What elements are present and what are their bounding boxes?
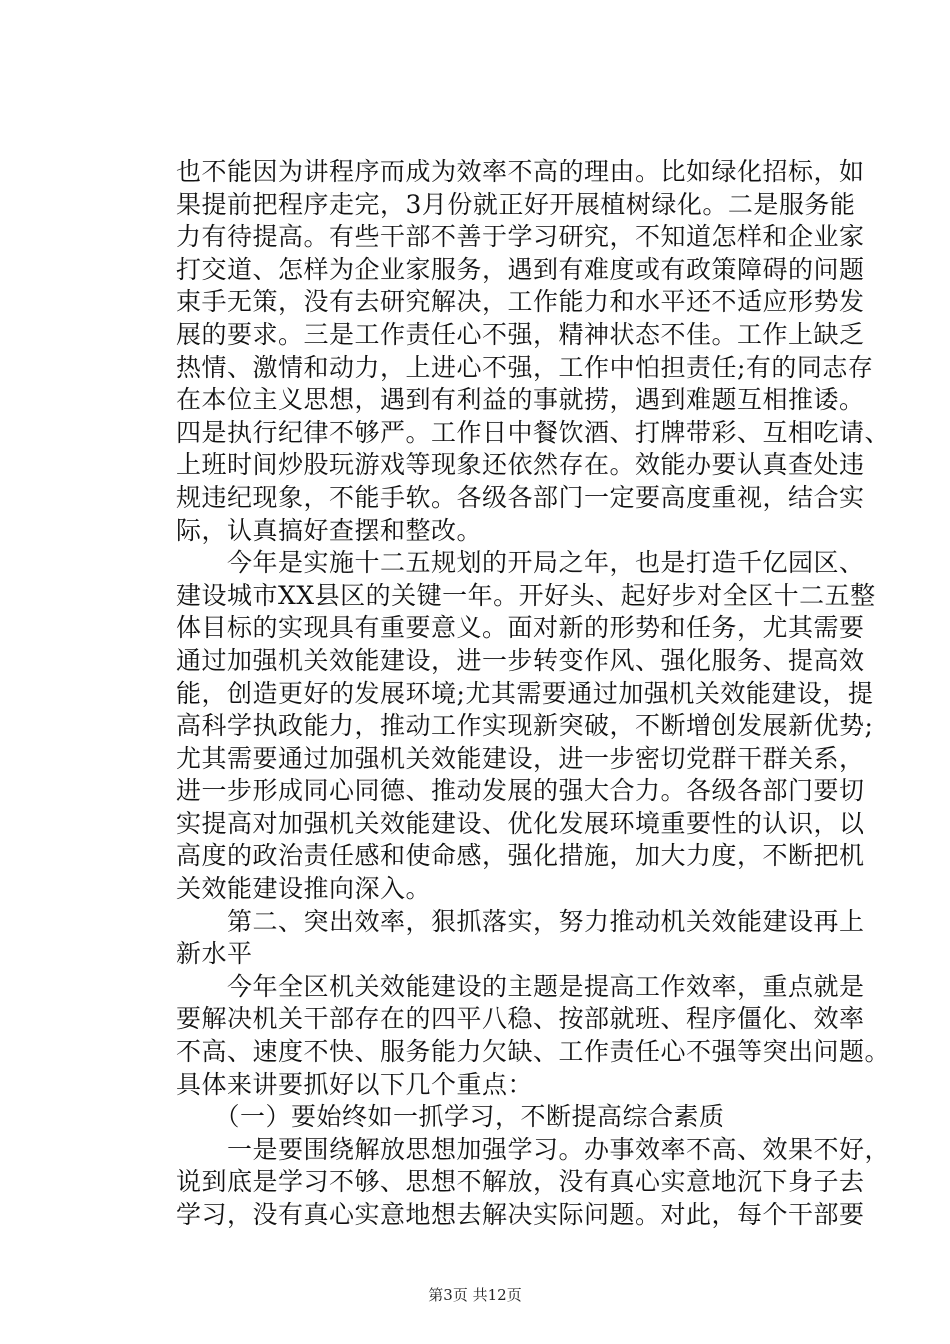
text-line: 关效能建设推向深入。 <box>176 874 432 904</box>
text-line: 通过加强机关效能建设，进一步转变作风、强化服务、提高效 <box>176 645 865 675</box>
section-heading-continued: 新水平 <box>176 939 253 969</box>
document-body <box>176 156 891 1232</box>
text-line: 规违纪现象，不能手软。各级各部门一定要高度重视，结合实 <box>176 482 865 512</box>
text-line: 高科学执政能力，推动工作实现新突破，不断增创发展新优势; <box>176 711 874 741</box>
text-line: 在本位主义思想，遇到有利益的事就捞，遇到难题互相推诿。 <box>176 385 865 415</box>
text-line: 四是执行纪律不够严。工作日中餐饮酒、打牌带彩、互相吃请、 <box>176 417 891 447</box>
text-line: 不高、速度不快、服务能力欠缺、工作责任心不强等突出问题。 <box>176 1037 891 1067</box>
subsection-heading: （一）要始终如一抓学习，不断提高综合素质 <box>176 1102 725 1132</box>
text-line: 具体来讲要抓好以下几个重点： <box>176 1069 534 1099</box>
text-line: 体目标的实现具有重要意义。面对新的形势和任务，尤其需要 <box>176 613 865 643</box>
text-line: 建设城市XX县区的关键一年。开好头、起好步对全区十二五整 <box>176 580 876 610</box>
text-line: 果提前把程序走完，3月份就正好开展植树绿化。二是服务能 <box>176 189 856 219</box>
text-line: 热情、激情和动力，上进心不强，工作中怕担责任;有的同志存 <box>176 352 874 382</box>
text-line: 也不能因为讲程序而成为效率不高的理由。比如绿化招标，如 <box>176 157 865 186</box>
page-number-footer: 第3页 共12页 <box>428 1286 522 1304</box>
text-line: 今年全区机关效能建设的主题是提高工作效率，重点就是 <box>176 971 865 1001</box>
text-line: 束手无策，没有去研究解决，工作能力和水平还不适应形势发 <box>176 287 865 317</box>
text-line: 今年是实施十二五规划的开局之年，也是打造千亿园区、 <box>176 548 865 578</box>
text-line: 展的要求。三是工作责任心不强，精神状态不佳。工作上缺乏 <box>176 319 865 349</box>
text-line: 要解决机关干部存在的四平八稳、按部就班、程序僵化、效率 <box>176 1004 865 1034</box>
text-line: 一是要围绕解放思想加强学习。办事效率不高、效果不好， <box>176 1134 891 1164</box>
text-line: 打交道、怎样为企业家服务，遇到有难度或有政策障碍的问题 <box>176 254 865 284</box>
text-line: 际，认真搞好查摆和整改。 <box>176 515 483 545</box>
section-heading: 第二、突出效率，狠抓落实，努力推动机关效能建设再上 <box>176 906 865 936</box>
text-line: 学习，没有真心实意地想去解决实际问题。对此，每个干部要 <box>176 1200 865 1229</box>
text-line: 尤其需要通过加强机关效能建设，进一步密切党群干群关系， <box>176 743 865 773</box>
text-line: 高度的政治责任感和使命感，强化措施，加大力度，不断把机 <box>176 841 865 871</box>
text-line: 说到底是学习不够、思想不解放，没有真心实意地沉下身子去 <box>176 1167 865 1197</box>
text-line: 进一步形成同心同德、推动发展的强大合力。各级各部门要切 <box>176 776 865 806</box>
text-line: 力有待提高。有些干部不善于学习研究，不知道怎样和企业家 <box>176 222 865 252</box>
text-line: 能，创造更好的发展环境;尤其需要通过加强机关效能建设，提 <box>176 678 874 708</box>
text-line: 实提高对加强机关效能建设、优化发展环境重要性的认识，以 <box>176 808 865 838</box>
text-line: 上班时间炒股玩游戏等现象还依然存在。效能办要认真查处违 <box>176 450 865 480</box>
